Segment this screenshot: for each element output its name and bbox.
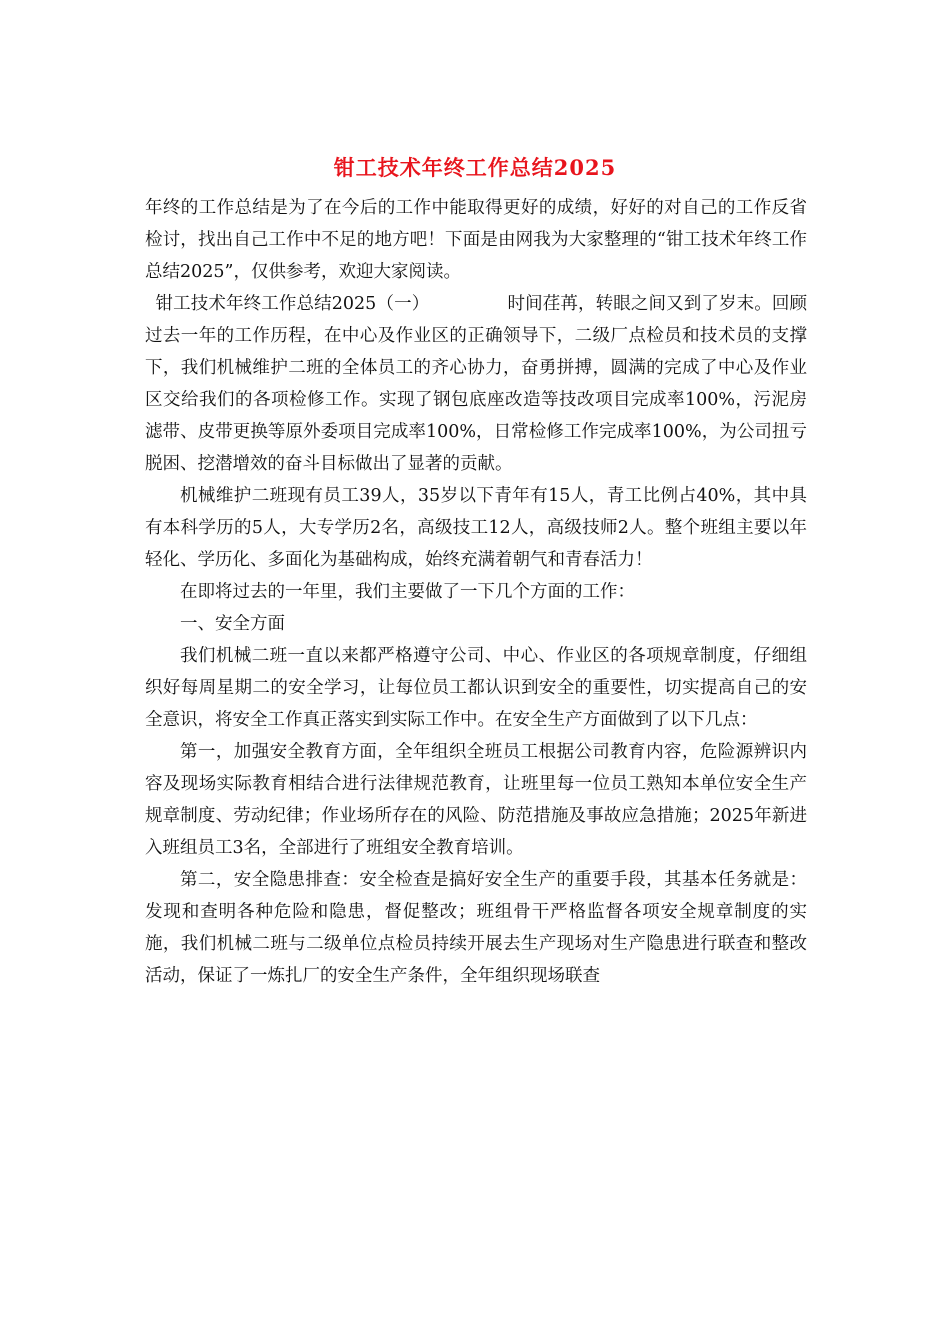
body-paragraph: 机械维护二班现有员工39人，35岁以下青年有15人，青工比例占40%，其中具有本科学历的5人，大专学历2名，高级技工12人，高级技师2人。整个班组主要以年轻化、学历化、多面化为基础构成，始终充满着朝气和青春活力！ (145, 486, 807, 570)
body-paragraph: 我们机械二班一直以来都严格遵守公司、中心、作业区的各项规章制度，仔细组织好每周星期二的安全学习，让每位员工都认识到安全的重要性，切实提高自己的安全意识，将安全工作真正落实到实际工作中。在安全生产方面做到了以下几点： (145, 646, 807, 730)
intro-paragraph: 年终的工作总结是为了在今后的工作中能取得更好的成绩，好好的对自己的工作反省检讨，找出自己工作中不足的地方吧！下面是由网我为大家整理的“钳工技术年终工作总结2025”，仅供参考，欢迎大家阅读。 (145, 198, 807, 282)
section-first-paragraph (145, 288, 807, 480)
section-title: 钳工技术年终工作总结2025（一） (155, 294, 430, 314)
body-paragraph: 第一，加强安全教育方面，全年组织全班员工根据公司教育内容，危险源辨识内容及现场实际教育相结合进行法律规范教育，让班里每一位员工熟知本单位安全生产规章制度、劳动纪律；作业场所存在的风险、防范措施及事故应急措施；2025年新进入班组员工3名，全部进行了班组安全教育培训。 (145, 742, 807, 858)
body-paragraph: 第二，安全隐患排查：安全检查是搞好安全生产的重要手段，其基本任务就是：发现和查明各种危险和隐患，督促整改；班组骨干严格监督各项安全规章制度的实施，我们机械二班与二级单位点检员持续开展去生产现场对生产隐患进行联查和整改活动，保证了一炼扎厂的安全生产条件，全年组织现场联查 (145, 870, 807, 986)
body-paragraph: 在即将过去的一年里，我们主要做了一下几个方面的工作： (180, 582, 635, 602)
section-first-text: 时间荏苒，转眼之间又到了岁末。回顾过去一年的工作历程，在中心及作业区的正确领导下，二级厂点检员和技术员的支撑下，我们机械维护二班的全体员工的齐心协力，奋勇拼搏，圆满的完成了中心及作业区交给我们的各项检修工作。实现了钢包底座改造等技改项目完成率100%，污泥房滤带、皮带更换等原外委项目完成率100%，日常检修工作完成率100%，为公司扭亏脱困、挖潜增效的奋斗目标做出了显著的贡献。 (145, 294, 807, 474)
document-body (145, 192, 807, 992)
heading-safety: 一、安全方面 (180, 614, 285, 634)
document-title: 钳工技术年终工作总结2025 (333, 155, 617, 180)
